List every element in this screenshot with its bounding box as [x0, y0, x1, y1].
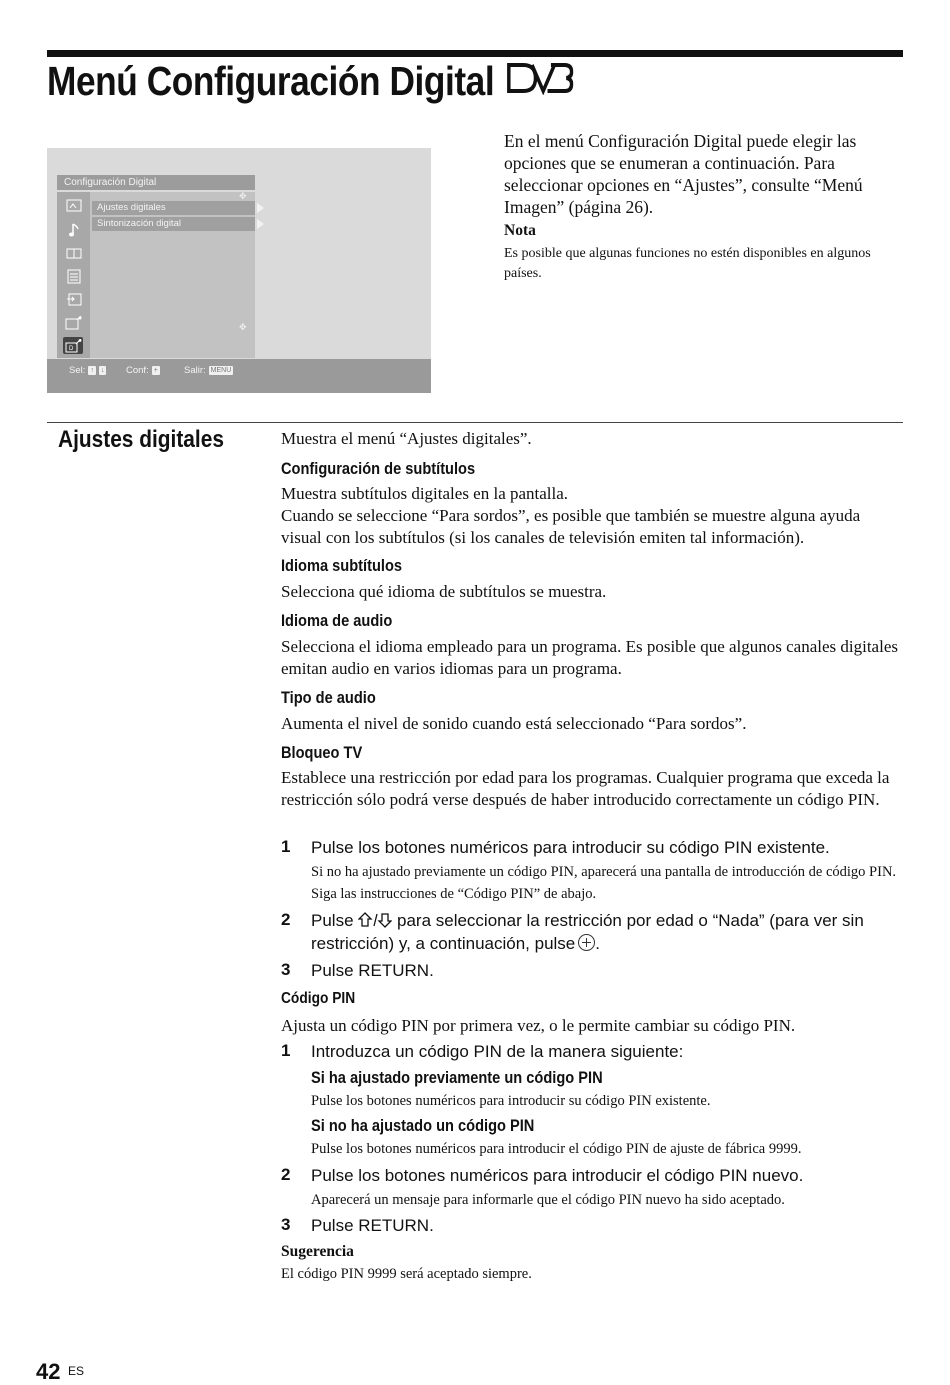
down-key-icon: ↓: [100, 367, 105, 374]
tv-menu-item-sintonizacion-digital[interactable]: Sintonización digital: [92, 217, 255, 231]
settings-icon[interactable]: [64, 314, 84, 331]
footer-select: [69, 365, 106, 376]
up-key-icon: ↑: [90, 367, 94, 374]
pin-case-heading: Si ha ajustado previamente un código PIN: [311, 1068, 603, 1087]
section-title: Ajustes digitales: [58, 426, 224, 453]
subtitles-config-text-2: Cuando se seleccione “Para sordos”, es posible que también se muestre alguna ayuda visual con los subtítulos (si los canales de televisión emiten tal información).: [281, 506, 861, 547]
page-title: [47, 58, 573, 105]
subtitle-language-heading: Idioma subtítulos: [281, 556, 403, 575]
step-number: 2: [281, 1165, 291, 1184]
pin-code-heading: Código PIN: [281, 990, 356, 1007]
tv-menu-title: Configuración Digital: [57, 175, 255, 190]
scroll-down-icon: ✥: [239, 322, 247, 332]
tip-heading: Sugerencia: [281, 1243, 354, 1260]
music-note-icon[interactable]: [64, 221, 84, 238]
page-language-code: ES: [68, 1364, 85, 1378]
parental-lock-text: Establece una restricción por edad para los programas. Cualquier programa que exceda la restricción sólo podrá verse después de haber introducido correctamente un código PIN.: [281, 768, 890, 809]
svg-text:D: D: [69, 345, 74, 352]
tv-menu-list: [90, 192, 255, 358]
input-icon[interactable]: [64, 291, 84, 308]
page-number: 42: [36, 1359, 61, 1384]
top-rule: [47, 50, 903, 57]
note-heading: Nota: [504, 222, 536, 239]
audio-language-heading: Idioma de audio: [281, 611, 393, 630]
intro-text: En el menú Configuración Digital puede elegir las opciones que se enumeran a continuación. Para seleccionar opciones en “Ajustes”, consulte “Menú Imagen” (página 26).: [504, 131, 863, 217]
intro-paragraph: [504, 130, 899, 218]
tv-submenu-arrow-icon: [257, 219, 264, 229]
audio-type-text: Aumenta el nivel de sonido cuando está seleccionado “Para sordos”.: [281, 714, 747, 733]
screen-icon[interactable]: [64, 245, 84, 262]
tv-menu-item-ajustes-digitales[interactable]: Ajustes digitales: [92, 201, 255, 215]
audio-type-heading: Tipo de audio: [281, 688, 376, 707]
pin-code-text: Ajusta un código PIN por primera vez, o le permite cambiar su código PIN.: [281, 1016, 796, 1035]
section-intro: Muestra el menú “Ajustes digitales”.: [281, 429, 532, 448]
footer-exit-label: Salir:: [184, 365, 206, 376]
step-text: Pulse RETURN.: [311, 1216, 434, 1235]
parental-lock-heading: Bloqueo TV: [281, 743, 363, 762]
tv-icon-column: [57, 192, 90, 358]
pin-case-text: Pulse los botones numéricos para introducir el código PIN de ajuste de fábrica 9999.: [311, 1141, 802, 1157]
step-note: Si no ha ajustado previamente un código PIN, aparecerá una pantalla de introducción de código PIN. Siga las instrucciones de “Código PIN” de abajo.: [311, 864, 897, 902]
page-title-text: Menú Configuración Digital: [47, 58, 495, 104]
footer-confirm-label: Conf:: [126, 365, 149, 376]
step-text: Pulse RETURN.: [311, 961, 434, 980]
menu-key: MENU: [210, 367, 232, 374]
audio-language-text: Selecciona el idioma empleado para un programa. Es posible que algunos canales digitales emitan audio en varios idiomas para un programa.: [281, 637, 898, 678]
step-text-part: para seleccionar la restricción por edad o “Nada” (para ver sin restricción) y, a continuación, pulse: [311, 911, 864, 953]
step-text-part: Pulse: [311, 911, 354, 930]
enter-key-icon: +: [153, 367, 158, 374]
step-number: 3: [281, 1215, 291, 1234]
footer-exit: [184, 365, 233, 376]
step-text: Pulse los botones numéricos para introducir su código PIN existente.: [311, 838, 830, 857]
step-number: 2: [281, 910, 291, 929]
footer-confirm: [126, 365, 160, 376]
step-number: 1: [281, 837, 291, 856]
subtitle-language-text: Selecciona qué idioma de subtítulos se muestra.: [281, 582, 607, 601]
note-text: Es posible que algunas funciones no estén disponibles en algunos países.: [504, 246, 871, 281]
step-text: [311, 909, 903, 955]
tv-menu-screenshot: [47, 148, 431, 393]
list-icon[interactable]: [64, 268, 84, 285]
enter-button-icon: [578, 934, 595, 951]
step-number: 1: [281, 1041, 291, 1060]
step-text: Introduzca un código PIN de la manera siguiente:: [311, 1042, 684, 1061]
step-note: Aparecerá un mensaje para informarle que el código PIN nuevo ha sido aceptado.: [311, 1192, 785, 1208]
dvb-logo: [506, 58, 573, 105]
step-text-part: .: [595, 934, 600, 953]
pin-case-heading: Si no ha ajustado un código PIN: [311, 1116, 535, 1135]
pin-case-text: Pulse los botones numéricos para introducir su código PIN existente.: [311, 1093, 711, 1109]
scroll-up-icon: ✥: [239, 191, 247, 201]
tv-menu-footer: [47, 359, 431, 393]
up-down-arrows-icon: [358, 911, 392, 930]
step-number: 3: [281, 960, 291, 979]
subtitles-config-text-1: Muestra subtítulos digitales en la pantalla.: [281, 484, 569, 503]
section-divider: [47, 422, 903, 423]
picture-icon[interactable]: [64, 197, 84, 214]
tip-text: El código PIN 9999 será aceptado siempre.: [281, 1266, 532, 1282]
subtitles-config-heading: Configuración de subtítulos: [281, 459, 476, 478]
footer-select-label: Sel:: [69, 365, 86, 376]
digital-settings-icon[interactable]: [63, 337, 83, 354]
tv-submenu-arrow-icon: [257, 203, 264, 213]
step-text: Pulse los botones numéricos para introducir el código PIN nuevo.: [311, 1166, 804, 1185]
